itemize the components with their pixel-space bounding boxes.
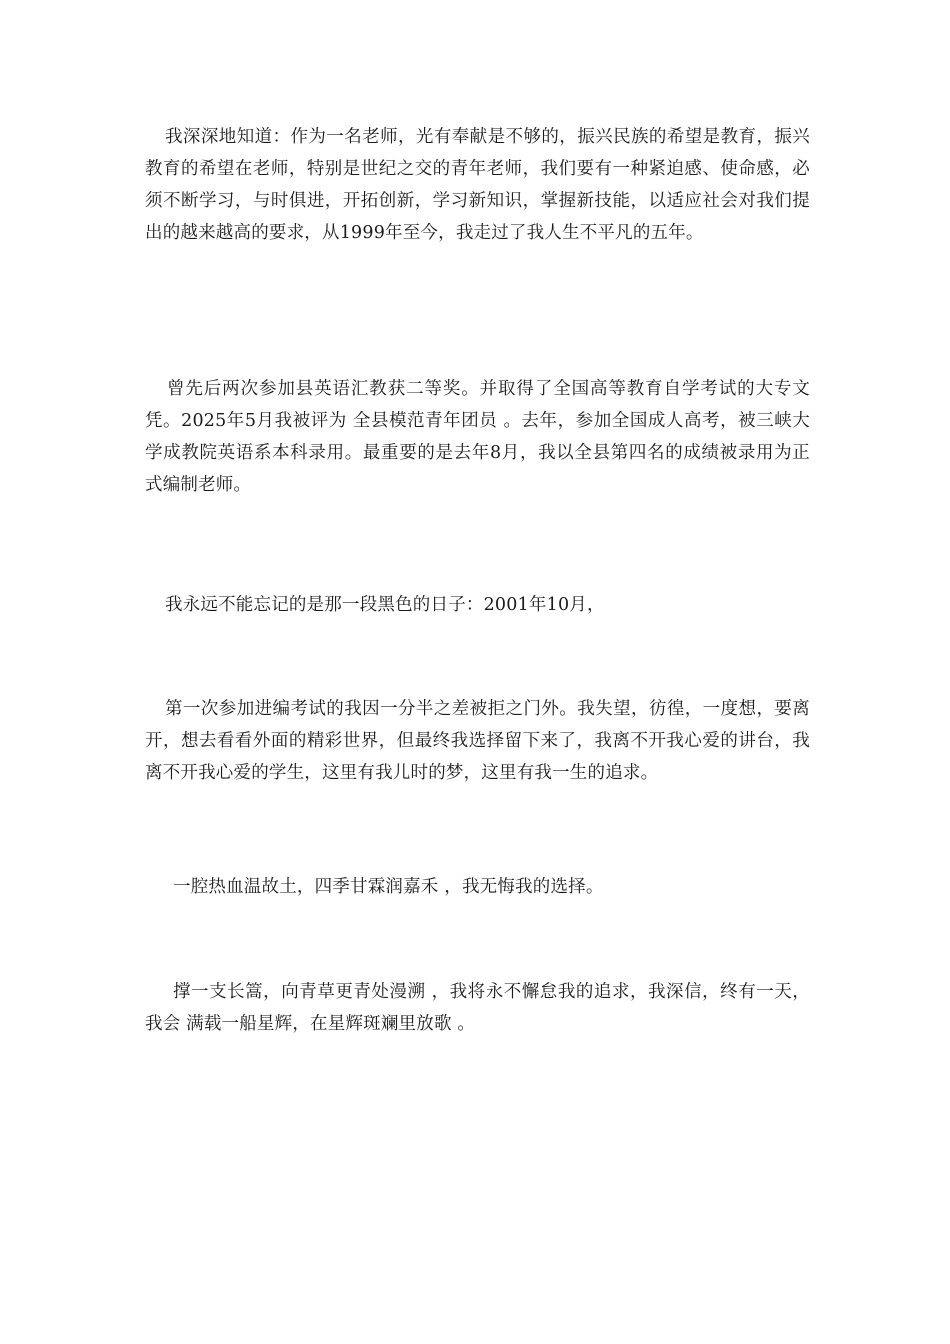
paragraph-dark-days: 我永远不能忘记的是那一段黑色的日子：2001年10月， [165,595,605,615]
paragraph-achievements: 曾先后两次参加县英语汇教获二等奖。并取得了全国高等教育自学考试的大专文凭。2025年5月我被评为 全县模范青年团员 。去年，参加全国成人高考，被三峡大学成教院英语系本科录用。最重要的是去年8月，我以全县第四名的成绩被录用为正式编制老师。 [145,379,810,495]
paragraph-pursuit: 撑一支长篙，向青草更青处漫溯 ，我将永不懈怠我的追求，我深信，终有一天，我会 满载一船星辉，在星辉斑斓里放歌 。 [145,982,810,1034]
paragraph-no-regrets: 一腔热血温故土，四季甘霖润嘉禾 ，我无悔我的选择。 [173,877,604,897]
paragraph-dedication: 我深深地知道：作为一名老师，光有奉献是不够的，振兴民族的希望是教育，振兴教育的希望在老师，特别是世纪之交的青年老师，我们要有一种紧迫感、使命感，必须不断学习，与时俱进，开拓创新，学习新知识，掌握新技能，以适应社会对我们提出的越来越高的要求，从1999年至今，我走过了我人生不平凡的五年。 [145,127,810,243]
paragraph-exam-setback: 第一次参加进编考试的我因一分半之差被拒之门外。我失望，彷徨，一度想，要离开，想去看看外面的精彩世界，但最终我选择留下来了，我离不开我心爱的讲台，我离不开我心爱的学生，这里有我儿时的梦，这里有我一生的追求。 [145,699,810,783]
